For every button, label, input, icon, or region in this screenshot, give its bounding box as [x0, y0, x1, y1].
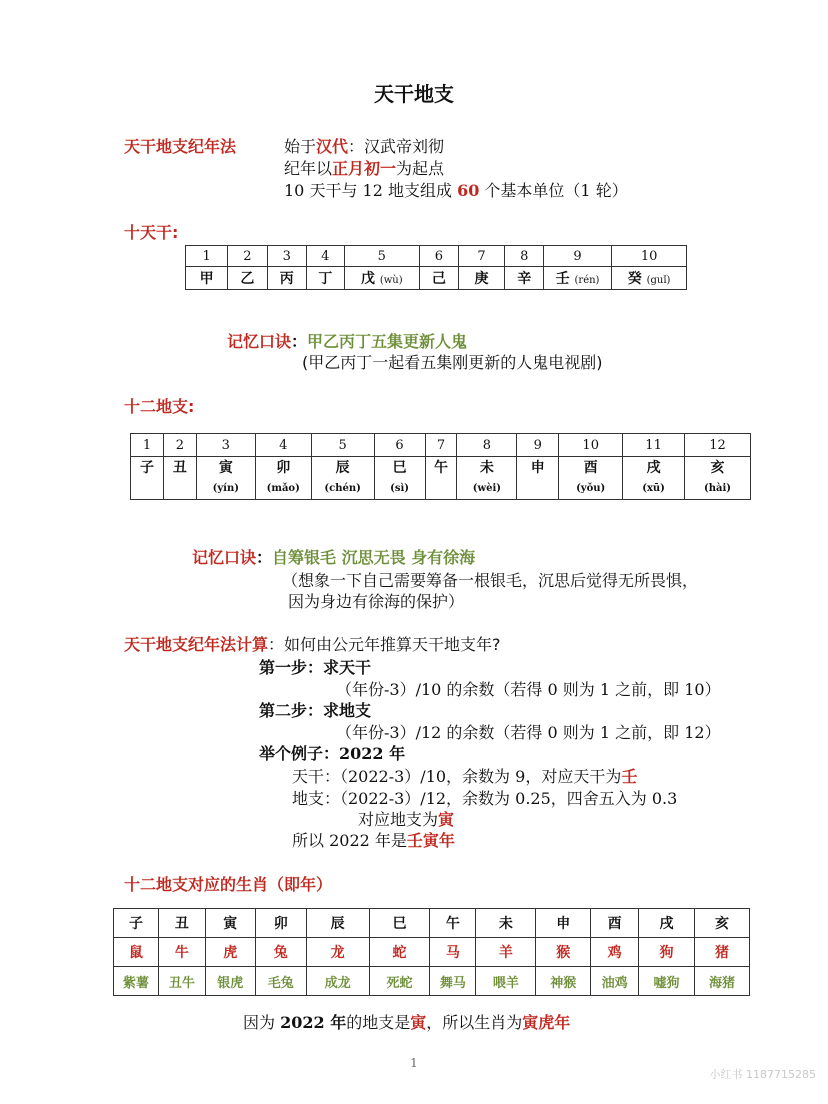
- zodiac-phrase-cell: 神猴: [536, 967, 591, 996]
- dizhi-number-cell: 3: [196, 434, 255, 457]
- tiangan-char-cell: [228, 267, 267, 290]
- tiangan-char: 己: [431, 271, 446, 287]
- tiangan-char: 丁: [318, 271, 333, 287]
- zodiac-animal-cell: 马: [430, 938, 476, 967]
- dizhi-pinyin: (yín): [212, 483, 239, 494]
- dizhi-char: 申: [530, 460, 545, 476]
- tiangan-pinyin: (guǐ): [646, 275, 671, 286]
- dizhi-char: 巳: [392, 460, 407, 476]
- dizhi-char-cell: [623, 457, 685, 500]
- mnemonic-sep: ：: [291, 332, 308, 351]
- dizhi-char: 亥: [710, 460, 725, 476]
- mnemonic-label: 记忆口诀: [227, 332, 292, 351]
- dizhi-char-cell: [517, 457, 559, 500]
- example-line: [259, 741, 405, 764]
- dizhi-char: 戌: [646, 460, 661, 476]
- tiangan-char: 辛: [517, 271, 532, 287]
- zodiac-phrase-cell: 丑牛: [158, 967, 205, 996]
- zodiac-animal-cell: 鸡: [591, 938, 639, 967]
- tiangan-number-cell: 9: [543, 246, 611, 267]
- example-conclusion-result: 壬寅年: [406, 831, 455, 850]
- example-label: 举个例子：: [259, 744, 340, 763]
- mnemonic-text: 甲乙丙丁五集更新人鬼: [307, 332, 468, 351]
- dizhi-char-cell: [311, 457, 374, 500]
- zodiac-phrase-cell: 毛兔: [255, 967, 306, 996]
- zodiac-branch-cell: 戌: [639, 909, 695, 938]
- example-tiangan: [292, 764, 637, 787]
- tiangan-number-cell: 7: [458, 246, 505, 267]
- zodiac-branch-cell: 辰: [306, 909, 369, 938]
- intro-text: 10 天干与 12 地支组成: [284, 181, 458, 200]
- zodiac-branch-cell: 酉: [591, 909, 639, 938]
- tiangan-number-cell: 2: [228, 246, 267, 267]
- tiangan-heading: 十天干:: [124, 223, 179, 242]
- zodiac-branch-cell: 未: [476, 909, 536, 938]
- zodiac-branch-cell: 亥: [695, 909, 750, 938]
- zodiac-phrase-cell: 死蛇: [369, 967, 430, 996]
- zodiac-branch-cell: 卯: [255, 909, 306, 938]
- mnemonic-label: 记忆口诀: [192, 548, 257, 567]
- tiangan-mnemonic: [227, 329, 467, 352]
- footer-branch: 寅: [410, 1013, 427, 1032]
- mnemonic-sep: ：: [256, 548, 273, 567]
- footer-text: 的地支是: [346, 1013, 411, 1032]
- zodiac-table: [113, 908, 750, 996]
- example-conclusion-text: 所以 2022 年是: [292, 831, 407, 850]
- zodiac-phrase-cell: 喂羊: [476, 967, 536, 996]
- tiangan-char: 丙: [279, 271, 294, 287]
- dizhi-number-cell: 10: [559, 434, 623, 457]
- dizhi-char-cell: [131, 457, 164, 500]
- intro-text: 纪年以: [284, 159, 333, 178]
- zodiac-animal-cell: 猪: [695, 938, 750, 967]
- dizhi-note-2: 因为身边有徐海的保护）: [288, 592, 465, 611]
- zodiac-animal-cell: 鼠: [114, 938, 159, 967]
- tiangan-char-cell: [344, 267, 420, 290]
- tiangan-number-cell: 10: [612, 246, 687, 267]
- footer-text: ，所以生肖为: [426, 1013, 523, 1032]
- zodiac-branch-cell: 午: [430, 909, 476, 938]
- dizhi-number-cell: 6: [374, 434, 425, 457]
- dizhi-number-cell: 9: [517, 434, 559, 457]
- dizhi-char: 辰: [335, 460, 350, 476]
- dizhi-char-cell: [457, 457, 517, 500]
- example-tiangan-result: 壬: [621, 767, 638, 786]
- zodiac-phrase-cell: 嘘狗: [639, 967, 695, 996]
- tiangan-number-cell: 4: [307, 246, 345, 267]
- dizhi-pinyin: (mǎo): [266, 483, 300, 494]
- tiangan-number-cell: 8: [505, 246, 543, 267]
- example-dizhi-text: 对应地支为: [358, 810, 439, 829]
- dizhi-char-cell: [196, 457, 255, 500]
- dizhi-char: 卯: [276, 460, 291, 476]
- dizhi-pinyin: (yǒu): [576, 483, 606, 494]
- tiangan-number-cell: 1: [186, 246, 228, 267]
- dizhi-number-cell: 1: [131, 434, 164, 457]
- zodiac-animal-cell: 龙: [306, 938, 369, 967]
- dizhi-char: 未: [479, 460, 494, 476]
- zodiac-branch-cell: 申: [536, 909, 591, 938]
- tiangan-number-cell: 3: [267, 246, 306, 267]
- dizhi-char: 丑: [172, 460, 187, 476]
- dizhi-char: 子: [139, 460, 154, 476]
- zodiac-footer: [243, 1010, 570, 1033]
- tiangan-char-cell: [612, 267, 687, 290]
- zodiac-branch-cell: 子: [114, 909, 159, 938]
- zodiac-branch-cell: 巳: [369, 909, 430, 938]
- dizhi-number-cell: 11: [623, 434, 685, 457]
- intro-heading: 天干地支纪年法: [124, 137, 237, 156]
- intro-line-2: [284, 156, 444, 179]
- example-conclusion: [292, 828, 455, 851]
- tiangan-table: [185, 245, 687, 290]
- tiangan-char-cell: [267, 267, 306, 290]
- page-title: 天干地支: [374, 82, 454, 106]
- tiangan-char-cell: [307, 267, 345, 290]
- tiangan-char: 甲: [199, 271, 214, 287]
- dizhi-table: [130, 433, 751, 500]
- tiangan-char: 戊: [360, 271, 375, 287]
- tiangan-mnemonic-note: (甲乙丙丁一起看五集刚更新的人鬼电视剧): [302, 353, 603, 372]
- zodiac-animal-cell: 虎: [205, 938, 255, 967]
- zodiac-phrase-cell: 海猪: [695, 967, 750, 996]
- step1-text: （年份-3）/10 的余数（若得 0 则为 1 之前，即 10）: [336, 680, 721, 699]
- zodiac-phrase-cell: 成龙: [306, 967, 369, 996]
- step2-text: （年份-3）/12 的余数（若得 0 则为 1 之前，即 12）: [336, 723, 721, 742]
- dizhi-note-1: （想象一下自己需要筹备一根银毛，沉思后觉得无所畏惧，: [282, 571, 699, 590]
- page-number: 1: [410, 1056, 418, 1070]
- example-tiangan-text: 天干：（2022-3）/10，余数为 9，对应天干为: [292, 767, 622, 786]
- intro-line-1: [284, 134, 444, 157]
- dizhi-number-cell: 7: [425, 434, 457, 457]
- intro-highlight: 正月初一: [332, 159, 397, 178]
- dizhi-pinyin: (xū): [642, 483, 665, 494]
- intro-text: 为起点: [396, 159, 445, 178]
- zodiac-animal-cell: 牛: [158, 938, 205, 967]
- tiangan-pinyin: (rén): [574, 275, 600, 286]
- dizhi-char-cell: [163, 457, 196, 500]
- zodiac-phrase-cell: 舞马: [430, 967, 476, 996]
- tiangan-char-cell: [505, 267, 543, 290]
- dizhi-char: 午: [433, 460, 448, 476]
- zodiac-branch-cell: 寅: [205, 909, 255, 938]
- dizhi-number-cell: 12: [685, 434, 751, 457]
- tiangan-char: 庚: [474, 271, 489, 287]
- calc-heading-line: [124, 632, 501, 655]
- dizhi-char-cell: [374, 457, 425, 500]
- zodiac-branch-cell: 丑: [158, 909, 205, 938]
- example-dizhi-2: [358, 807, 454, 830]
- dizhi-pinyin: (chén): [324, 483, 361, 494]
- tiangan-number-cell: 6: [420, 246, 458, 267]
- dizhi-pinyin: (wèi): [472, 483, 501, 494]
- tiangan-char-cell: [420, 267, 458, 290]
- footer-year: 2022 年: [280, 1013, 347, 1032]
- example-year: 2022 年: [339, 744, 406, 763]
- intro-highlight: 60: [457, 181, 480, 200]
- mnemonic-text: 自筹银毛 沉思无畏 身有徐海: [272, 548, 476, 567]
- zodiac-phrase-cell: 紫薯: [114, 967, 159, 996]
- calc-question: ：如何由公元年推算天干地支年?: [268, 635, 501, 654]
- dizhi-char: 寅: [218, 460, 233, 476]
- intro-highlight: 汉代: [316, 137, 349, 156]
- step1-label: 第一步：求天干: [259, 658, 372, 677]
- tiangan-char: 癸: [627, 271, 642, 287]
- tiangan-char-cell: [186, 267, 228, 290]
- dizhi-number-cell: 4: [255, 434, 311, 457]
- zodiac-animal-cell: 狗: [639, 938, 695, 967]
- tiangan-char-cell: [458, 267, 505, 290]
- dizhi-char-cell: [425, 457, 457, 500]
- zodiac-animal-cell: 兔: [255, 938, 306, 967]
- dizhi-char: 酉: [583, 460, 598, 476]
- dizhi-char-cell: [559, 457, 623, 500]
- intro-text: 始于: [284, 137, 317, 156]
- dizhi-char-cell: [685, 457, 751, 500]
- zodiac-heading: 十二地支对应的生肖（即年）: [124, 875, 333, 894]
- dizhi-char-cell: [255, 457, 311, 500]
- tiangan-char: 乙: [240, 271, 255, 287]
- zodiac-phrase-cell: 油鸡: [591, 967, 639, 996]
- watermark: 小红书 1187715285: [709, 1068, 816, 1081]
- dizhi-number-cell: 2: [163, 434, 196, 457]
- zodiac-animal-cell: 猴: [536, 938, 591, 967]
- intro-line-3: [284, 178, 628, 201]
- dizhi-number-cell: 8: [457, 434, 517, 457]
- example-dizhi: 地支：（2022-3）/12，余数为 0.25，四舍五入为 0.3: [292, 789, 678, 808]
- zodiac-phrase-cell: 银虎: [205, 967, 255, 996]
- zodiac-animal-cell: 羊: [476, 938, 536, 967]
- step2-label: 第二步：求地支: [259, 701, 372, 720]
- footer-result: 寅虎年: [522, 1013, 571, 1032]
- tiangan-pinyin: (wù): [379, 275, 403, 286]
- example-dizhi-result: 寅: [438, 810, 455, 829]
- footer-text: 因为: [243, 1013, 281, 1032]
- intro-text: ：汉武帝刘彻: [348, 137, 445, 156]
- dizhi-heading: 十二地支:: [124, 397, 195, 416]
- dizhi-pinyin: (sì): [390, 483, 409, 494]
- dizhi-mnemonic: [192, 545, 475, 568]
- dizhi-number-cell: 5: [311, 434, 374, 457]
- dizhi-pinyin: (hài): [704, 483, 732, 494]
- tiangan-number-cell: 5: [344, 246, 420, 267]
- tiangan-char-cell: [543, 267, 611, 290]
- tiangan-char: 壬: [555, 271, 570, 287]
- calc-heading: 天干地支纪年法计算: [124, 635, 269, 654]
- intro-text: 个基本单位（1 轮）: [479, 181, 628, 200]
- zodiac-animal-cell: 蛇: [369, 938, 430, 967]
